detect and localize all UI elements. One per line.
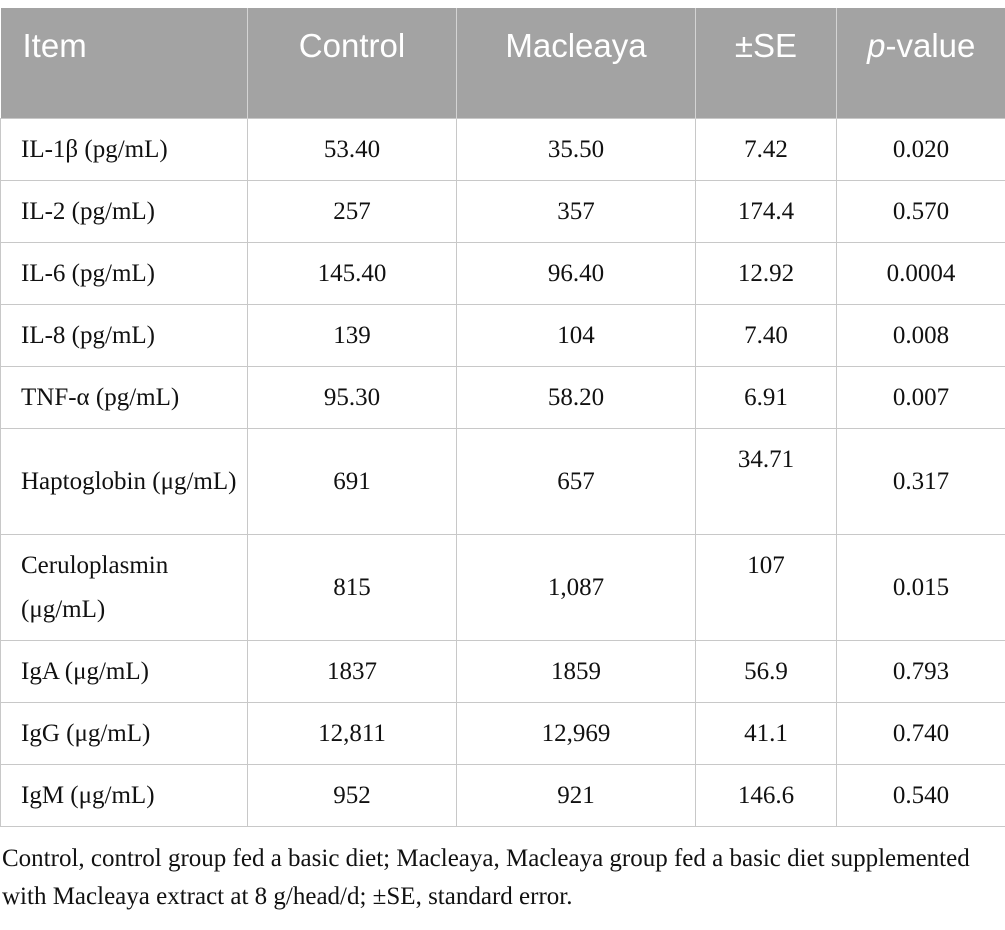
cell-macleaya: 1,087: [457, 535, 696, 641]
cell-se: 34.71: [696, 429, 837, 535]
cell-p-value: 0.740: [837, 703, 1005, 765]
cell-macleaya: 96.40: [457, 243, 696, 305]
table-row: [1, 181, 1005, 243]
cell-item: IL-8 (pg/mL): [1, 305, 248, 367]
table-row: [1, 305, 1005, 367]
cell-control: 691: [248, 429, 457, 535]
cell-item: Ceruloplasmin (μg/mL): [1, 535, 248, 641]
cell-p-value: 0.007: [837, 367, 1005, 429]
cell-p-value: 0.793: [837, 641, 1005, 703]
cell-item: IgM (μg/mL): [1, 765, 248, 827]
cell-macleaya: 1859: [457, 641, 696, 703]
cell-p-value: 0.0004: [837, 243, 1005, 305]
cell-macleaya: 58.20: [457, 367, 696, 429]
table-row: [1, 703, 1005, 765]
cell-p-value: 0.008: [837, 305, 1005, 367]
cell-item: IL-1β (pg/mL): [1, 119, 248, 181]
cell-item: IL-6 (pg/mL): [1, 243, 248, 305]
header-item: Item: [1, 8, 248, 119]
cell-item: IL-2 (pg/mL): [1, 181, 248, 243]
cell-macleaya: 657: [457, 429, 696, 535]
cell-se: 7.42: [696, 119, 837, 181]
cell-control: 12,811: [248, 703, 457, 765]
table-body: [1, 119, 1005, 827]
cell-macleaya: 35.50: [457, 119, 696, 181]
table-row: [1, 119, 1005, 181]
header-control: Control: [248, 8, 457, 119]
cell-control: 815: [248, 535, 457, 641]
cell-control: 257: [248, 181, 457, 243]
cell-macleaya: 104: [457, 305, 696, 367]
table-row: [1, 535, 1005, 641]
cell-control: 95.30: [248, 367, 457, 429]
cell-control: 145.40: [248, 243, 457, 305]
table-row: [1, 641, 1005, 703]
cell-item: IgA (μg/mL): [1, 641, 248, 703]
cell-se: 146.6: [696, 765, 837, 827]
cell-se: 7.40: [696, 305, 837, 367]
header-p-value: p-value: [837, 8, 1005, 119]
table-row: [1, 367, 1005, 429]
cell-item: TNF-α (pg/mL): [1, 367, 248, 429]
cell-macleaya: 921: [457, 765, 696, 827]
cell-item: IgG (μg/mL): [1, 703, 248, 765]
results-table: [0, 8, 1005, 827]
table-footnote: Control, control group fed a basic diet; Macleaya, Macleaya group fed a basic diet supplemented with Macleaya extract at 8 g/head/d; ±SE, standard error.: [2, 845, 970, 910]
cell-macleaya: 12,969: [457, 703, 696, 765]
cell-control: 53.40: [248, 119, 457, 181]
cell-se: 174.4: [696, 181, 837, 243]
header-macleaya: Macleaya: [457, 8, 696, 119]
cell-p-value: 0.015: [837, 535, 1005, 641]
cell-se: 12.92: [696, 243, 837, 305]
cell-p-value: 0.020: [837, 119, 1005, 181]
cell-item: Haptoglobin (μg/mL): [1, 429, 248, 535]
cell-se: 56.9: [696, 641, 837, 703]
cell-control: 139: [248, 305, 457, 367]
table-row: [1, 765, 1005, 827]
cell-control: 1837: [248, 641, 457, 703]
cell-control: 952: [248, 765, 457, 827]
table-row: [1, 429, 1005, 535]
cell-p-value: 0.317: [837, 429, 1005, 535]
table-row: [1, 243, 1005, 305]
header-row: [1, 8, 1005, 119]
cell-se: 6.91: [696, 367, 837, 429]
cell-p-value: 0.570: [837, 181, 1005, 243]
header-se: ±SE: [696, 8, 837, 119]
cell-macleaya: 357: [457, 181, 696, 243]
cell-se: 41.1: [696, 703, 837, 765]
cell-p-value: 0.540: [837, 765, 1005, 827]
table-header: [1, 8, 1005, 119]
cell-se: 107: [696, 535, 837, 641]
